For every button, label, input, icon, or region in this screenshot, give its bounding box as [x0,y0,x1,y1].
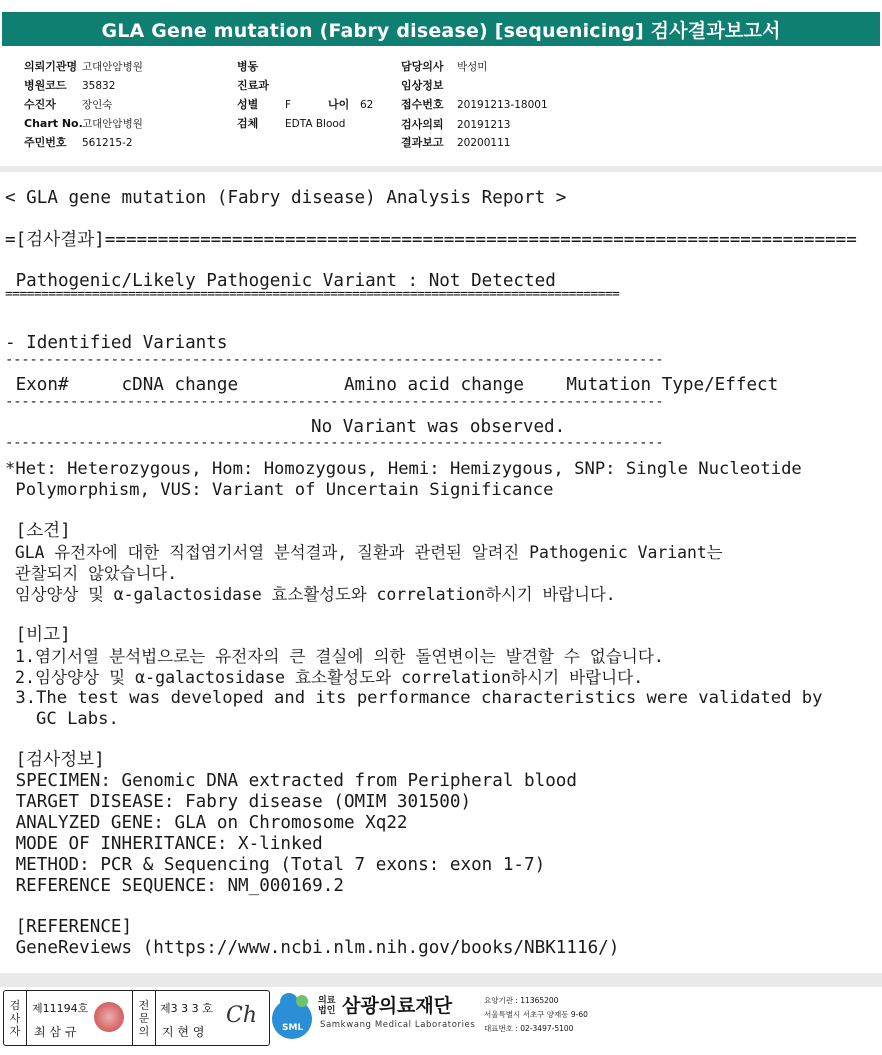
remark-line-3: 3.The test was developed and its performance characteristics were validated by [5,688,823,708]
testinfo-analyzed-gene: ANALYZED GENE: GLA on Chromosome Xq22 [5,813,408,833]
variants-table-header: Exon# cDNA change Amino acid change Mutation Type/Effect [5,375,779,395]
opinion-title: [소견] [5,521,71,541]
report-header: < GLA gene mutation (Fabry disease) Analysis Report > [5,188,567,208]
org-provider-code: 요양기관 : 11365200 [484,996,559,1005]
testinfo-reference-sequence: REFERENCE SEQUENCE: NM_000169.2 [5,876,344,896]
remark-title: [비고] [5,625,71,645]
remark-line-4: GC Labs. [5,709,119,729]
testinfo-inheritance: MODE OF INHERITANCE: X-linked [5,834,323,854]
testinfo-specimen: SPECIMEN: Genomic DNA extracted from Peripheral blood [5,771,577,791]
examiner-name: 최 삼 규 [34,1025,77,1039]
info-specimen: 검체 EDTA Blood [237,117,346,130]
top-border [0,0,882,4]
result-section-rule: =[검사결과]======================================================================= [5,230,857,250]
double-rule: ===================================================================================== [5,287,620,302]
org-prefix: 의료 법인 [318,996,336,1016]
report-footer [0,987,882,1055]
specialist-license-no: 제3 3 3 호 [160,1002,213,1015]
signature-box [3,990,270,1046]
org-address: 서울특별시 서초구 양재동 9-60 [484,1010,588,1019]
result-summary: Pathogenic/Likely Pathogenic Variant : Not Detected [5,271,556,291]
info-request-date: 검사의뢰 20191213 [401,118,511,131]
info-clinical-info: 임상정보 [401,79,444,92]
dash-rule-1: --------------------------------------------------------------------------------- [5,352,664,368]
specialist-signature: Ch [226,1003,258,1028]
specialist-label: 전 문 의 [132,991,156,1045]
reference-link: GeneReviews (https://www.ncbi.nlm.nih.gov/books/NBK1116/) [5,938,620,958]
info-sex: 성별 F [237,98,292,111]
info-accession-no: 접수번호 20191213-18001 [401,98,548,111]
footnote-line-2: Polymorphism, VUS: Variant of Uncertain Significance [5,480,554,500]
dash-rule-3: --------------------------------------------------------------------------------- [5,435,664,451]
footnote-line-1: *Het: Heterozygous, Hom: Homozygous, Hemi: Hemizygous, SNP: Single Nucleotide [5,459,802,479]
report-body [0,172,882,972]
patient-info-panel [0,48,882,164]
info-physician: 담당의사 박성미 [401,60,488,73]
reference-title: [REFERENCE] [5,917,133,937]
examiner-license-no: 제11194호 [32,1002,89,1015]
org-name: 삼광의료재단 [342,995,453,1017]
info-ward: 병동 [237,60,259,73]
opinion-line-3: 임상양상 및 α-galactosidase 효소활성도와 correlation하시기 바랍니다. [5,585,616,604]
opinion-line-2: 관찰되지 않았습니다. [5,564,178,583]
info-report-date: 결과보고 20200111 [401,136,511,149]
no-variant-text: No Variant was observed. [311,417,566,437]
info-hospital-code: 병원코드 35832 [24,79,116,92]
opinion-line-1: GLA 유전자에 대한 직접염기서열 분석결과, 질환과 관련된 알려진 Pathogenic Variant는 [5,543,723,562]
testinfo-title: [검사정보] [5,750,105,770]
testinfo-target-disease: TARGET DISEASE: Fabry disease (OMIM 301500) [5,792,472,812]
info-chart-no: Chart No.고대안암병원 [24,117,143,130]
org-phone: 대표번호 : 02-3497-5100 [484,1024,574,1033]
info-resident-no: 주민번호 561215-2 [24,136,133,149]
dash-rule-2: --------------------------------------------------------------------------------- [5,394,664,410]
footer-divider [0,973,882,987]
testinfo-method: METHOD: PCR & Sequencing (Total 7 exons: exon 1-7) [5,855,546,875]
examiner-label: 검 사 자 [4,991,27,1045]
remark-line-1: 1.염기서열 분석법으로는 유전자의 큰 결실에 의한 돌연변이는 발견할 수 없습니다. [5,647,664,666]
info-referring-hospital: 의뢰기관명 고대안암병원 [24,60,143,73]
specialist-name: 지 현 영 [162,1025,205,1039]
report-title: GLA Gene mutation (Fabry disease) [sequenicing] 검사결과보고서 [2,12,880,46]
info-patient-name: 수진자 장인숙 [24,98,113,111]
sml-logo-icon: SML [272,993,316,1039]
org-english-name: Samkwang Medical Laboratories [320,1020,476,1030]
remark-line-2: 2.임상양상 및 α-galactosidase 효소활성도와 correlation하시기 바랍니다. [5,668,644,687]
info-age: 나이 62 [328,98,374,111]
examiner-seal-stamp [94,1002,124,1032]
info-department: 진료과 [237,79,269,92]
variants-title: - Identified Variants [5,333,228,353]
